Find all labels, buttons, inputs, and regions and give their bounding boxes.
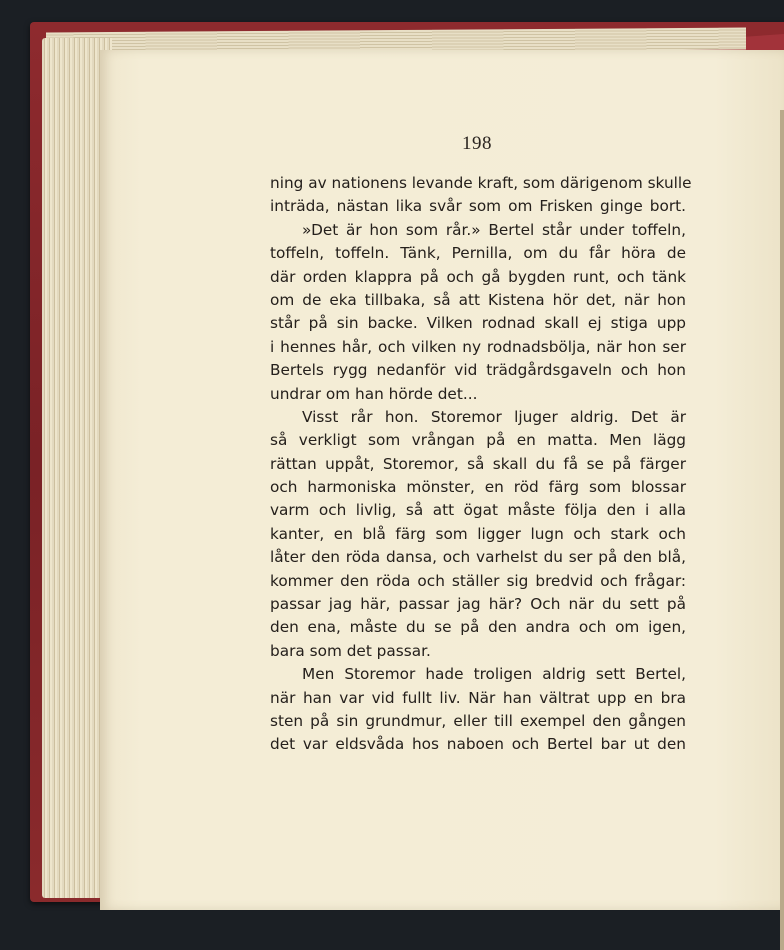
text-line: sten på sin grundmur, eller till exempel den gången <box>270 711 686 730</box>
text-line: i hennes hår, och vilken ny rodnadsbölja, när hon ser <box>270 337 686 356</box>
text-line: så verkligt som vrångan på en matta. Men lägg <box>270 431 686 450</box>
text-line: när han var vid fullt liv. När han vältrat upp en bra <box>270 688 686 707</box>
text-line: rättan uppåt, Storemor, så skall du få se på färger <box>270 454 686 473</box>
text-line: står på sin backe. Vilken rodnad skall ej stiga upp <box>270 314 686 333</box>
text-line: det var eldsvåda hos naboen och Bertel bar ut den <box>270 735 686 754</box>
text-line: passar jag här, passar jag här? Och när du sett på <box>270 595 686 614</box>
text-line: Men Storemor hade troligen aldrig sett Bertel, <box>302 665 686 684</box>
text-line: låter den röda dansa, och varhelst du ser på den blå, <box>270 548 686 567</box>
page-right-edge <box>780 110 784 950</box>
text-line: kanter, en blå färg som ligger lugn och stark och <box>270 524 686 543</box>
text-line: Visst rår hon. Storemor ljuger aldrig. Det är <box>302 407 686 426</box>
text-line: bara som det passar. <box>270 641 431 660</box>
page-number: 198 <box>462 133 492 154</box>
text-line: undrar om han hörde det... <box>270 384 478 403</box>
text-line: den ena, måste du se på den andra och om igen, <box>270 618 686 637</box>
text-line: ning av nationens levande kraft, som därigenom skulle <box>270 174 692 192</box>
page-text-block <box>270 172 692 757</box>
text-line: inträda, nästan lika svår som om Frisken ginge bort. <box>270 197 686 216</box>
text-line: där orden klappra på och gå bygden runt, och tänk <box>270 267 686 286</box>
text-line: varm och livlig, så att ögat måste följa den i alla <box>270 501 686 520</box>
text-line: Bertels rygg nedanför vid trädgårdsgaveln och hon <box>270 361 686 380</box>
text-line: »Det är hon som rår.» Bertel står under toffeln, <box>302 220 686 239</box>
text-line: kommer den röda och ställer sig bredvid och frågar: <box>270 571 686 590</box>
text-line: och harmoniska mönster, en röd färg som blossar <box>270 478 686 497</box>
text-line: toffeln, toffeln. Tänk, Pernilla, om du får höra de <box>270 244 686 263</box>
text-line: om de eka tillbaka, så att Kistena hör det, när hon <box>270 290 686 309</box>
